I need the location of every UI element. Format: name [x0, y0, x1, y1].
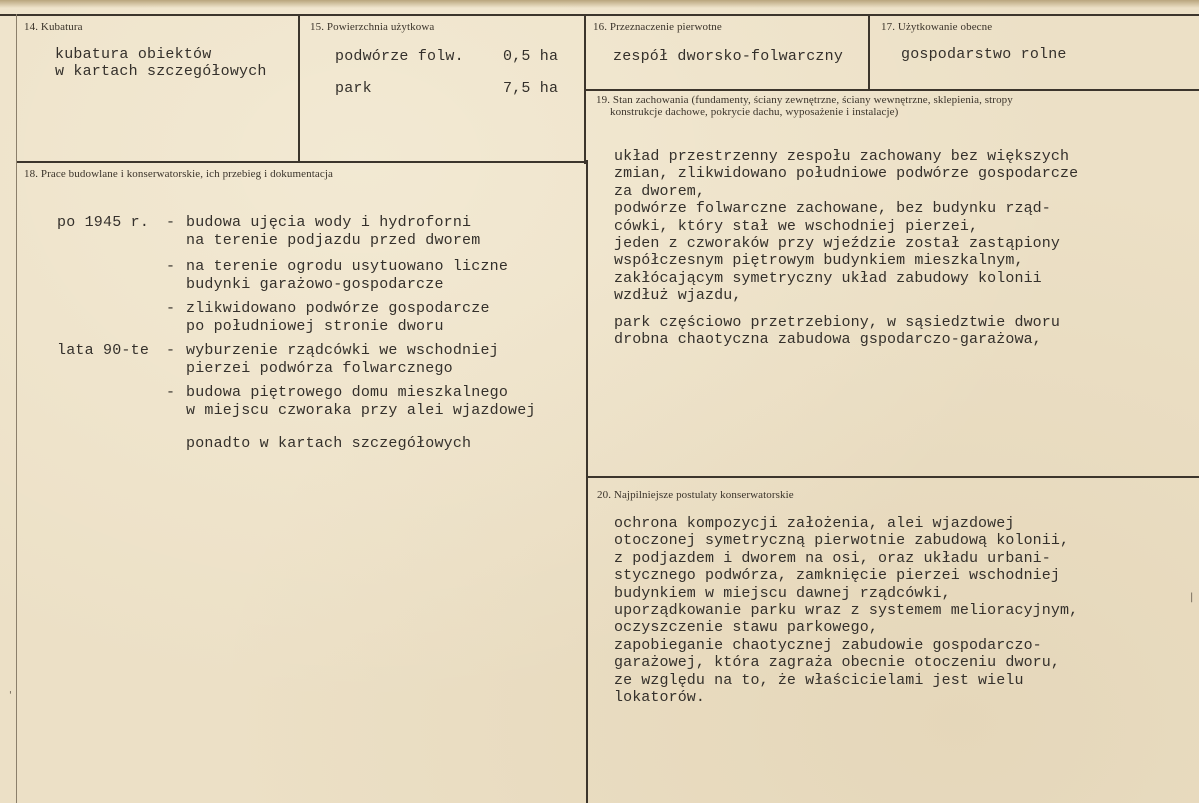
field-19-line: drobna chaotyczna zabudowa gspodarczo-garażowa, — [614, 331, 1042, 349]
paper-edge — [0, 0, 1199, 8]
scan-mark: | — [1190, 592, 1194, 603]
field-19-line: współczesnym piętrowym budynkiem mieszkalnym, — [614, 252, 1024, 270]
field-18-date: lata 90-te — [57, 342, 150, 359]
field-15-row-2-name: park — [335, 80, 372, 97]
field-20-line: uporządkowanie parku wraz z systemem melioracyjnym, — [614, 602, 1079, 620]
field-17-label: 17. Użytkowanie obecne — [881, 21, 993, 33]
field-15-row-1-value: 0,5 ha — [503, 48, 559, 65]
field-14-line-1: kubatura obiektów — [55, 46, 212, 63]
field-18-dash: - — [166, 258, 176, 275]
field-15-label: 15. Powierzchnia użytkowa — [310, 21, 435, 33]
field-18-line: budowa ujęcia wody i hydroforni — [186, 214, 472, 231]
field-18-date: po 1945 r. — [57, 214, 150, 231]
field-20-line: zapobieganie chaotycznej zabudowie gospodarczo- — [614, 636, 1042, 654]
field-18-line: zlikwidowano podwórze gospodarcze — [186, 300, 490, 317]
divider-right-mid — [588, 476, 1199, 478]
field-19-line: zakłócającym symetryczny układ zabudowy kolonii — [614, 269, 1042, 287]
field-20-line: lokatorów. — [614, 689, 706, 707]
field-19-text-2 — [614, 314, 1060, 349]
field-19-line: park częściowo przetrzebiony, w sąsiedztwie dworu — [614, 314, 1060, 331]
field-20-line: otoczonej symetryczną pierwotnie zabudową kolonii, — [614, 532, 1070, 550]
field-18-line: w miejscu czworaka przy alei wjazdowej — [186, 402, 536, 419]
field-20-line: ze względu na to, że właścicielami jest wielu — [614, 671, 1024, 689]
field-18-dash: - — [166, 300, 176, 317]
field-15-row-2-value: 7,5 ha — [503, 80, 559, 97]
field-20-line: z podjazdem i dworem na osi, oraz układu urbani- — [614, 549, 1051, 567]
field-18-line: pierzei podwórza folwarcznego — [186, 360, 453, 377]
field-18-line: na terenie podjazdu przed dworem — [186, 232, 481, 249]
field-20-line: stycznego podwórza, zamknięcie pierzei wschodniej — [614, 567, 1060, 585]
field-18-line: budynki garażowo-gospodarcze — [186, 276, 444, 293]
field-19-line: układ przestrzenny zespołu zachowany bez większych — [614, 148, 1070, 165]
field-19-line: cówki, który stał we wschodniej pierzei, — [614, 217, 979, 235]
field-18-dash: - — [166, 342, 176, 359]
field-20-text — [614, 515, 1078, 706]
field-19-line: zmian, zlikwidowano południowe podwórze gospodarcze — [614, 165, 1079, 183]
field-18-label: 18. Prace budowlane i konserwatorskie, ich przebieg i dokumentacja — [24, 168, 333, 180]
field-19-line: za dworem, — [614, 182, 706, 200]
field-19-label-line-2: konstrukcje dachowe, pokrycie dachu, wyposażenie i instalacje) — [610, 106, 899, 118]
field-19-text — [614, 148, 1078, 305]
field-15-row-1-name: podwórze folw. — [335, 48, 464, 65]
divider-main-vertical — [586, 160, 588, 803]
field-16-label: 16. Przeznaczenie pierwotne — [593, 21, 722, 33]
field-18-dash: - — [166, 214, 176, 231]
field-18-dash: - — [166, 384, 176, 401]
field-18-line: na terenie ogrodu usytuowano liczne — [186, 258, 509, 275]
field-17-value: gospodarstwo rolne — [901, 46, 1067, 63]
scan-mark: ' — [9, 690, 12, 701]
field-20-line: garażowej, która zagraża obecnie otoczeniu dworu, — [614, 654, 1060, 672]
field-14-line-2: w kartach szczegółowych — [55, 63, 267, 80]
field-20-line: budynkiem w miejscu dawnej rządcówki, — [614, 584, 951, 602]
field-20-label: 20. Najpilniejsze postulaty konserwatorskie — [597, 489, 794, 501]
divider-top-right — [586, 89, 1199, 91]
field-19-line: wzdłuż wjazdu, — [614, 287, 742, 305]
field-18-footer: ponadto w kartach szczegółowych — [186, 435, 472, 452]
field-18-line: wyburzenie rządcówki we wschodniej — [186, 342, 499, 359]
top-border — [0, 14, 1199, 16]
field-14-label: 14. Kubatura — [24, 21, 83, 33]
divider-16-17 — [868, 14, 870, 90]
field-20-line: ochrona kompozycji założenia, alei wjazdowej — [614, 515, 1015, 532]
field-16-value: zespół dworsko-folwarczny — [613, 48, 844, 65]
divider-14-15 — [298, 14, 300, 162]
field-19-line: podwórze folwarczne zachowane, bez budynku rząd- — [614, 200, 1051, 218]
divider-left-mid — [16, 161, 586, 163]
field-18-line: budowa piętrowego domu mieszkalnego — [186, 384, 509, 401]
field-19-label-line-1: 19. Stan zachowania (fundamenty, ściany zewnętrzne, ściany wewnętrzne, sklepienia, stropy — [596, 94, 1013, 106]
field-19-line: jeden z czworaków przy wjeździe został zastąpiony — [614, 235, 1060, 253]
field-18-line: po południowej stronie dworu — [186, 318, 444, 335]
field-20-line: oczyszczenie stawu parkowego, — [614, 619, 878, 637]
left-border — [16, 14, 17, 803]
